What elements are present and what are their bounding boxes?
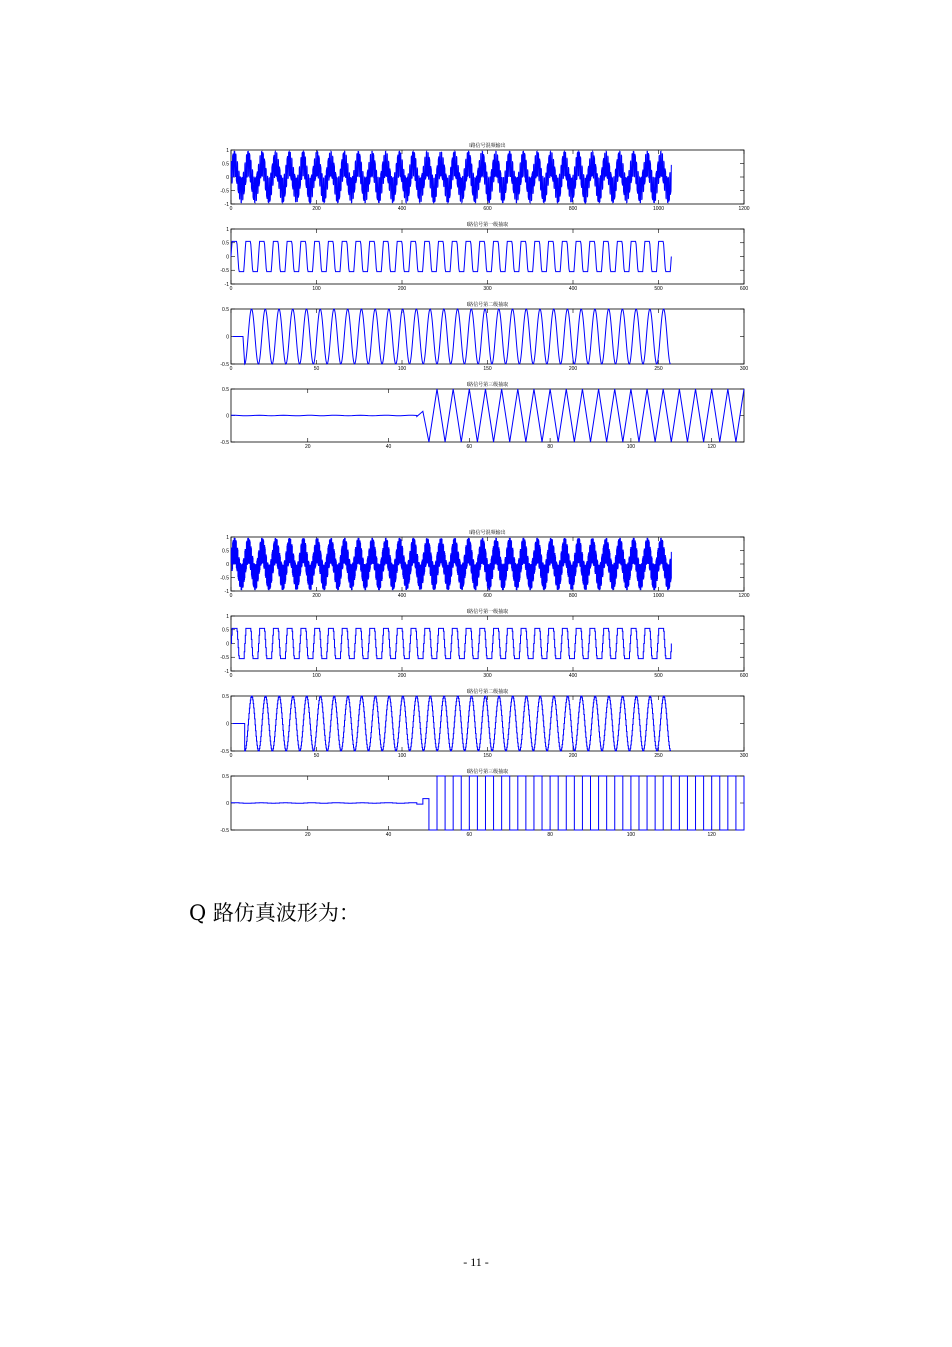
y-tick-label: 0.5 [222,161,229,168]
chart-title: I路信号混频输出 [469,530,506,536]
x-tick-label: 250 [654,753,663,759]
y-tick-label: 1 [226,147,229,154]
y-tick-label: 0.5 [222,548,229,555]
chart-2 [220,221,748,292]
y-tick-label: 0 [226,800,229,807]
x-tick-label: 20 [304,444,311,450]
series-line [231,776,744,830]
series-line [233,309,671,364]
x-tick-label: 200 [568,753,578,759]
x-tick-label: 250 [654,366,663,372]
chart-8 [220,768,744,838]
x-tick-label: 200 [568,366,578,372]
x-tick-label: 60 [466,832,473,838]
series-line [231,389,744,442]
y-tick-label: -0.5 [220,361,229,368]
chart-5 [220,529,749,599]
y-tick-label: -0.5 [220,827,229,834]
x-tick-label: 0 [229,206,233,212]
page-number: - 11 - [463,1255,489,1269]
x-tick-label: 200 [312,593,321,599]
x-tick-label: 600 [483,206,492,212]
x-tick-label: 300 [483,673,492,679]
chart-title: I路信号第一级抽取 [466,222,509,228]
x-tick-label: 400 [568,286,578,292]
chart-title: I路信号第三级抽取 [466,382,509,388]
y-tick-label: 0.5 [222,306,229,313]
chart-1 [220,142,749,212]
x-tick-label: 1000 [652,593,665,599]
y-tick-label: -1 [224,668,229,675]
y-tick-label: -0.5 [220,439,229,446]
x-tick-label: 0 [229,673,233,679]
y-tick-label: -0.5 [220,188,229,195]
y-tick-label: -1 [224,201,229,208]
x-tick-label: 400 [397,593,407,599]
x-tick-label: 800 [568,593,578,599]
y-tick-label: 1 [226,226,229,233]
y-tick-label: 0 [226,641,229,648]
x-tick-label: 0 [229,593,233,599]
x-tick-label: 150 [483,366,492,372]
chart-title: I路信号第三级抽取 [466,769,509,775]
chart-7 [220,688,748,759]
y-tick-label: 0.5 [222,773,229,780]
y-tick-label: 0 [226,413,229,420]
series-line [231,241,671,271]
series-line [231,538,671,589]
y-tick-label: -0.5 [220,748,229,755]
x-tick-label: 200 [397,673,407,679]
y-tick-label: -0.5 [220,575,229,582]
x-tick-label: 800 [568,206,578,212]
x-tick-label: 200 [397,286,407,292]
x-tick-label: 200 [312,206,321,212]
chart-4 [220,381,744,450]
chart-6 [220,608,748,679]
y-tick-label: -1 [224,588,229,595]
chart-title: I路信号混频输出 [469,143,506,149]
x-tick-label: 300 [739,366,749,372]
y-tick-label: -0.5 [220,655,229,662]
series-line [231,628,671,658]
x-tick-label: 80 [547,444,553,450]
y-tick-label: 0 [226,721,229,728]
x-tick-label: 120 [707,444,716,450]
x-tick-label: 600 [483,593,492,599]
x-tick-label: 80 [547,832,553,838]
x-tick-label: 100 [312,673,321,679]
series-line [233,696,671,751]
x-tick-label: 0 [229,286,233,292]
y-tick-label: 0.5 [222,693,229,700]
y-tick-label: 0.5 [222,240,229,247]
x-tick-label: 100 [626,832,636,838]
x-tick-label: 0 [229,753,233,759]
y-tick-label: 0.5 [222,627,229,634]
x-tick-label: 20 [304,832,311,838]
x-tick-label: 500 [654,286,663,292]
y-tick-label: 1 [226,613,229,620]
x-tick-label: 1200 [738,593,750,599]
chart-title: I路信号第二级抽取 [466,302,509,308]
x-tick-label: 500 [654,673,663,679]
x-tick-label: 40 [385,444,392,450]
series-line [231,151,671,202]
y-tick-label: 1 [226,534,229,541]
x-tick-label: 50 [313,753,320,759]
q-path-caption: Q 路仿真波形为： [189,901,360,925]
x-tick-label: 100 [397,753,407,759]
x-tick-label: 400 [568,673,578,679]
y-tick-label: 0 [226,561,229,568]
x-tick-label: 400 [397,206,407,212]
axes-frame [231,229,744,284]
y-tick-label: -1 [224,281,229,288]
x-tick-label: 300 [739,753,749,759]
y-tick-label: 0.5 [222,386,229,393]
chart-title: I路信号第一级抽取 [466,609,509,615]
x-tick-label: 0 [229,366,233,372]
x-tick-label: 1000 [652,206,665,212]
y-tick-label: 0 [226,334,229,341]
x-tick-label: 100 [626,444,636,450]
x-tick-label: 60 [466,444,473,450]
y-tick-label: -0.5 [220,268,229,275]
chart-3 [220,301,748,372]
y-tick-label: 0 [226,174,229,181]
x-tick-label: 600 [739,673,749,679]
x-tick-label: 300 [483,286,492,292]
x-tick-label: 100 [397,366,407,372]
axes-frame [231,616,744,671]
x-tick-label: 50 [313,366,320,372]
chart-title: I路信号第二级抽取 [466,689,509,695]
x-tick-label: 120 [707,832,716,838]
y-tick-label: 0 [226,254,229,261]
x-tick-label: 1200 [738,206,750,212]
x-tick-label: 100 [312,286,321,292]
x-tick-label: 40 [385,832,392,838]
x-tick-label: 150 [483,753,492,759]
x-tick-label: 600 [739,286,749,292]
